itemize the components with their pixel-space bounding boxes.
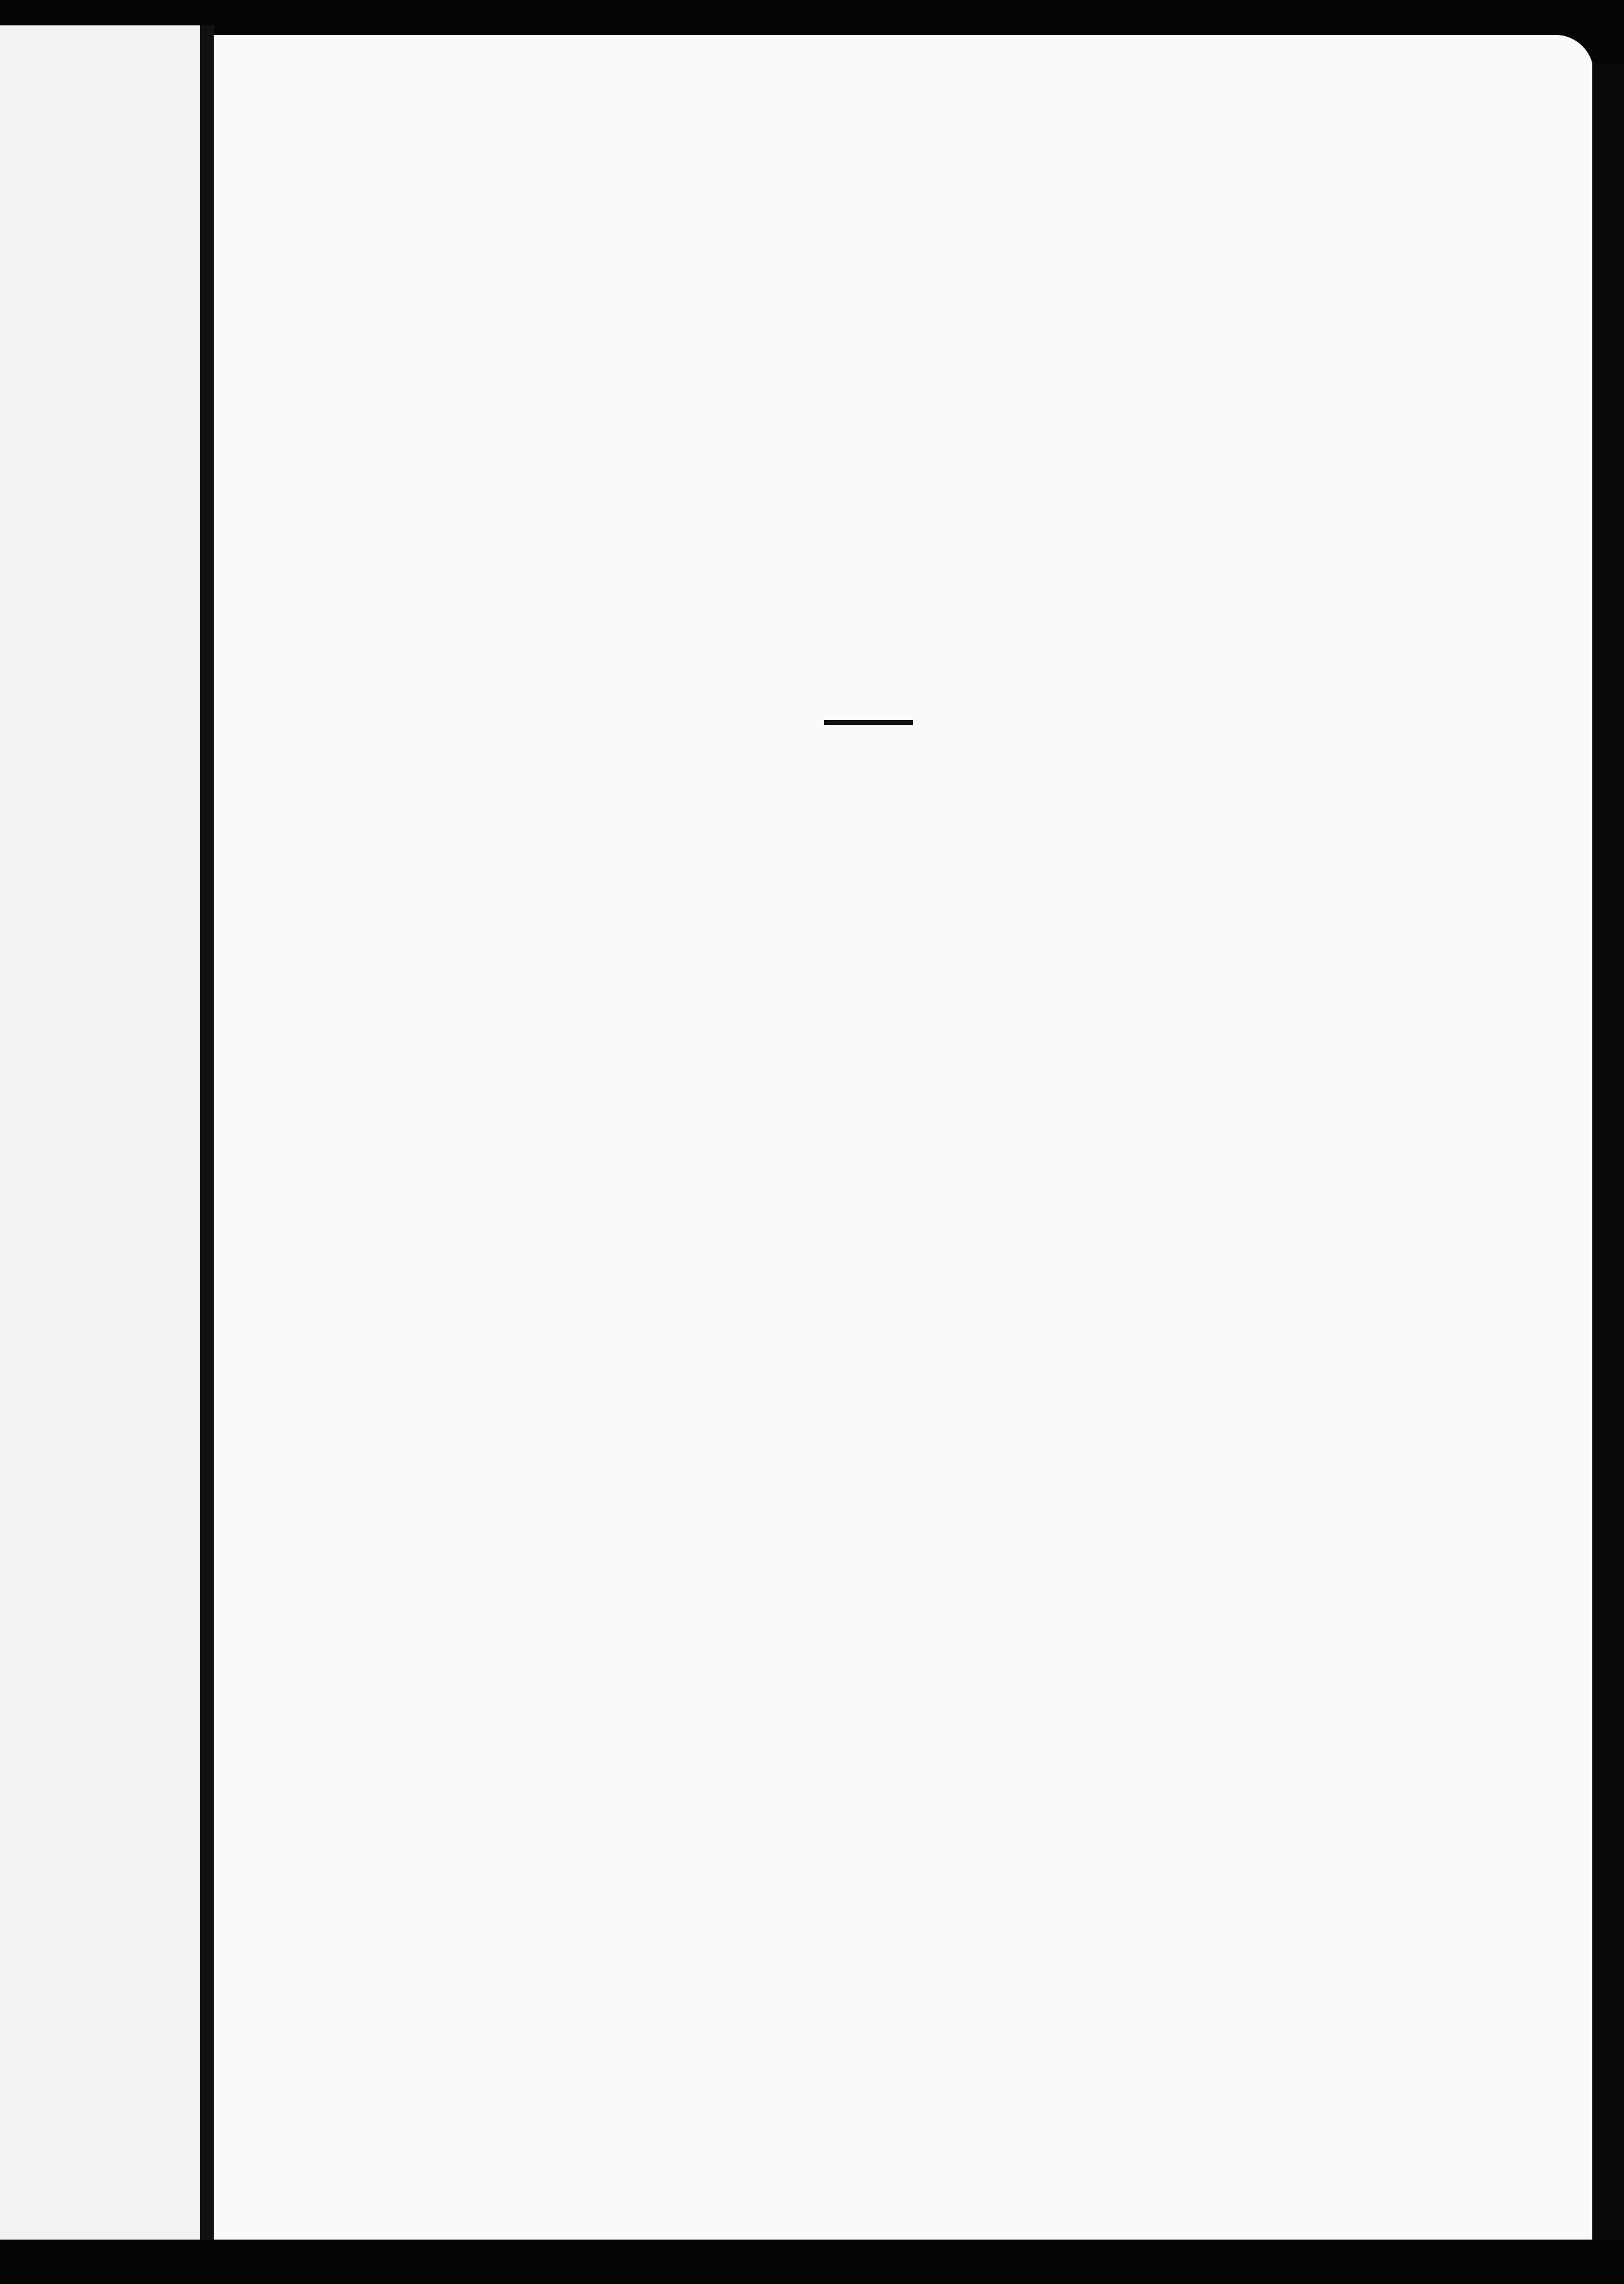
previous-page-fragment	[0, 25, 200, 2240]
scan-border-right	[1592, 63, 1624, 2240]
scan-border-bottom	[0, 2240, 1624, 2284]
page-gutter	[200, 25, 214, 2240]
section-rule	[824, 720, 913, 725]
prayer-page	[214, 35, 1594, 2240]
